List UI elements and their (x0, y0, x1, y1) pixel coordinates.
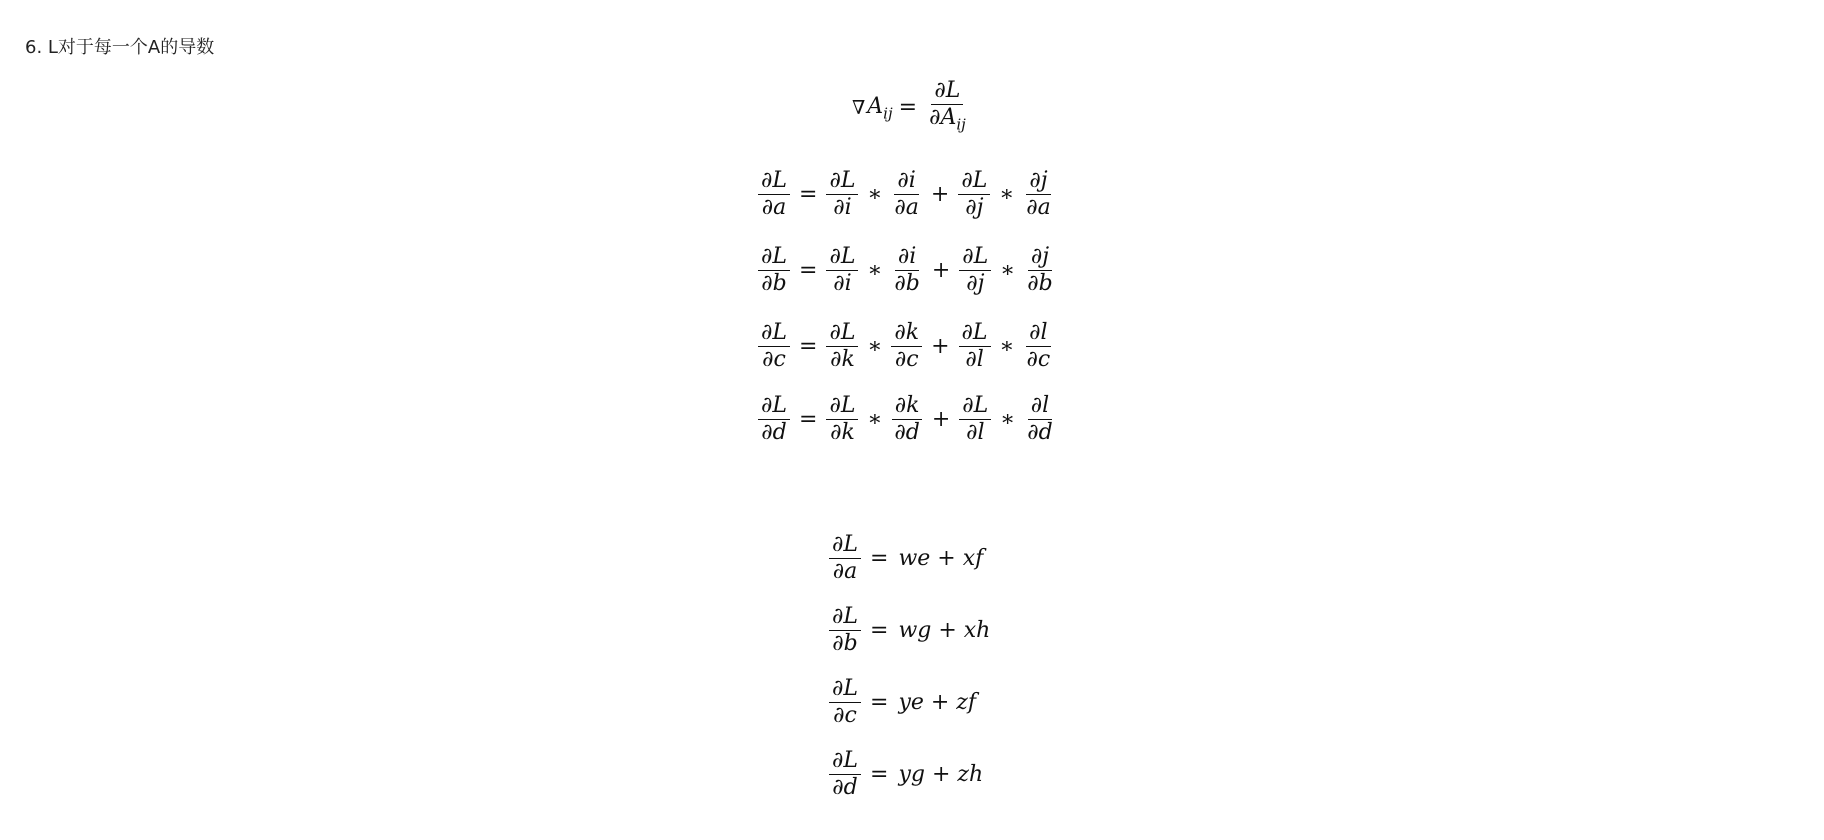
equals-sign: = (898, 95, 918, 121)
equals-sign: = (799, 407, 818, 432)
result-equation (826, 532, 983, 585)
fraction-denominator: ∂d (761, 420, 787, 445)
fraction-denominator: ∂a (761, 195, 787, 220)
fraction-numerator: ∂L (959, 393, 991, 420)
fraction-numerator: ∂i (895, 244, 919, 271)
fraction-numerator: ∂l (1026, 320, 1050, 347)
equals-sign: = (799, 334, 818, 359)
fraction-numerator: ∂L (758, 320, 790, 347)
fraction-denominator: ∂k (830, 347, 855, 372)
fraction-numerator: ∂L (829, 532, 861, 559)
lhs-fraction (829, 604, 861, 657)
fraction-numerator: ∂L (758, 244, 790, 271)
result-equation (826, 748, 983, 801)
lhs-fraction (758, 393, 790, 446)
fraction-numerator: ∂L (758, 168, 790, 195)
plus-sign: + (931, 334, 950, 359)
fraction-denominator: ∂c (762, 347, 786, 372)
multiply-sign: ∗ (1000, 407, 1016, 432)
term-fraction (891, 244, 922, 297)
fraction-numerator: ∂L (959, 320, 991, 347)
term-fraction (1024, 244, 1055, 297)
result-expression: we + xf (898, 546, 984, 571)
fraction-numerator: ∂L (959, 244, 991, 271)
plus-sign: + (931, 258, 951, 283)
term-fraction (959, 320, 991, 373)
multiply-sign: ∗ (867, 334, 883, 359)
fraction-denominator: ∂b (894, 271, 920, 296)
fraction-denominator: ∂l (966, 420, 985, 445)
fraction-denominator: ∂j (965, 195, 984, 220)
gradient-variable-subscript: ij (883, 103, 893, 122)
plus-sign: + (930, 182, 950, 207)
fraction-numerator: ∂L (826, 168, 858, 195)
fraction-numerator: ∂L (829, 676, 861, 703)
fraction-numerator: ∂j (1028, 244, 1052, 271)
chain-rule-equation (755, 393, 1059, 446)
fraction-numerator: ∂L (826, 244, 858, 271)
fraction-denominator: ∂c (894, 347, 919, 372)
fraction-denominator: ∂b (832, 631, 858, 656)
fraction-denominator: ∂l (965, 347, 984, 372)
term-fraction (1024, 393, 1055, 446)
lhs-fraction (758, 168, 790, 221)
term-fraction (958, 168, 990, 221)
term-fraction (959, 244, 991, 297)
equals-sign: = (870, 546, 889, 571)
fraction-denominator: ∂d (894, 420, 920, 445)
term-fraction (826, 168, 858, 221)
fraction-denominator: ∂a (894, 195, 919, 220)
equals-sign: = (870, 618, 889, 643)
term-fraction (959, 393, 991, 446)
chain-rule-equation (755, 320, 1056, 373)
fraction-denominator: ∂a (832, 559, 858, 584)
equals-sign: = (870, 762, 889, 787)
fraction-denominator (926, 105, 969, 137)
denominator-subscript: ij (956, 115, 966, 134)
fraction-numerator: ∂L (829, 748, 861, 775)
result-expression: yg + zh (898, 762, 984, 787)
fraction-denominator: ∂a (1026, 195, 1051, 220)
denominator-text: ∂A (929, 105, 957, 130)
fraction-numerator: ∂L (826, 320, 858, 347)
term-fraction (1023, 168, 1054, 221)
multiply-sign: ∗ (999, 334, 1015, 359)
fraction-denominator: ∂b (1027, 271, 1053, 296)
lhs-fraction (758, 244, 790, 297)
fraction-denominator: ∂d (832, 775, 858, 800)
fraction-numerator: ∂k (891, 320, 922, 347)
fraction-denominator: ∂d (1027, 420, 1053, 445)
fraction-numerator: ∂l (1028, 393, 1052, 420)
fraction-numerator: ∂L (829, 604, 861, 631)
gradient-fraction (926, 78, 969, 137)
equals-sign: = (870, 690, 889, 715)
fraction-numerator: ∂j (1026, 168, 1050, 195)
result-equation (826, 604, 990, 657)
fraction-denominator: ∂b (761, 271, 787, 296)
fraction-numerator: ∂L (958, 168, 990, 195)
lhs-fraction (829, 748, 861, 801)
section-heading: 6. L对于每一个A的导数 (25, 37, 215, 58)
plus-sign: + (931, 407, 951, 432)
nabla-symbol: ∇ (852, 96, 866, 119)
fraction-denominator: ∂k (830, 420, 855, 445)
result-expression: wg + xh (898, 618, 991, 643)
fraction-denominator: ∂c (1026, 347, 1051, 372)
lhs-fraction (829, 532, 861, 585)
fraction-numerator: ∂i (894, 168, 918, 195)
term-fraction (826, 244, 858, 297)
fraction-denominator: ∂c (833, 703, 857, 728)
lhs-fraction (829, 676, 861, 729)
gradient-variable (867, 94, 892, 122)
gradient-definition-equation (852, 78, 972, 137)
fraction-numerator: ∂k (892, 393, 923, 420)
term-fraction (826, 393, 858, 446)
fraction-numerator: ∂L (758, 393, 790, 420)
multiply-sign: ∗ (867, 258, 883, 283)
equals-sign: = (799, 182, 818, 207)
equals-sign: = (799, 258, 818, 283)
term-fraction (1024, 320, 1054, 373)
multiply-sign: ∗ (867, 182, 883, 207)
result-expression: ye + zf (898, 690, 977, 715)
result-equation (826, 676, 976, 729)
fraction-numerator: ∂L (826, 393, 858, 420)
chain-rule-equation (755, 244, 1059, 297)
term-fraction (826, 320, 858, 373)
multiply-sign: ∗ (999, 182, 1015, 207)
multiply-sign: ∗ (867, 407, 883, 432)
gradient-variable-letter: A (867, 93, 884, 119)
term-fraction (891, 168, 922, 221)
chain-rule-equation (755, 168, 1057, 221)
fraction-denominator: ∂i (833, 195, 852, 220)
fraction-numerator: ∂L (931, 78, 963, 105)
fraction-denominator: ∂i (833, 271, 852, 296)
lhs-fraction (758, 320, 790, 373)
term-fraction (891, 393, 922, 446)
term-fraction (891, 320, 922, 373)
fraction-denominator: ∂j (966, 271, 985, 296)
multiply-sign: ∗ (1000, 258, 1016, 283)
